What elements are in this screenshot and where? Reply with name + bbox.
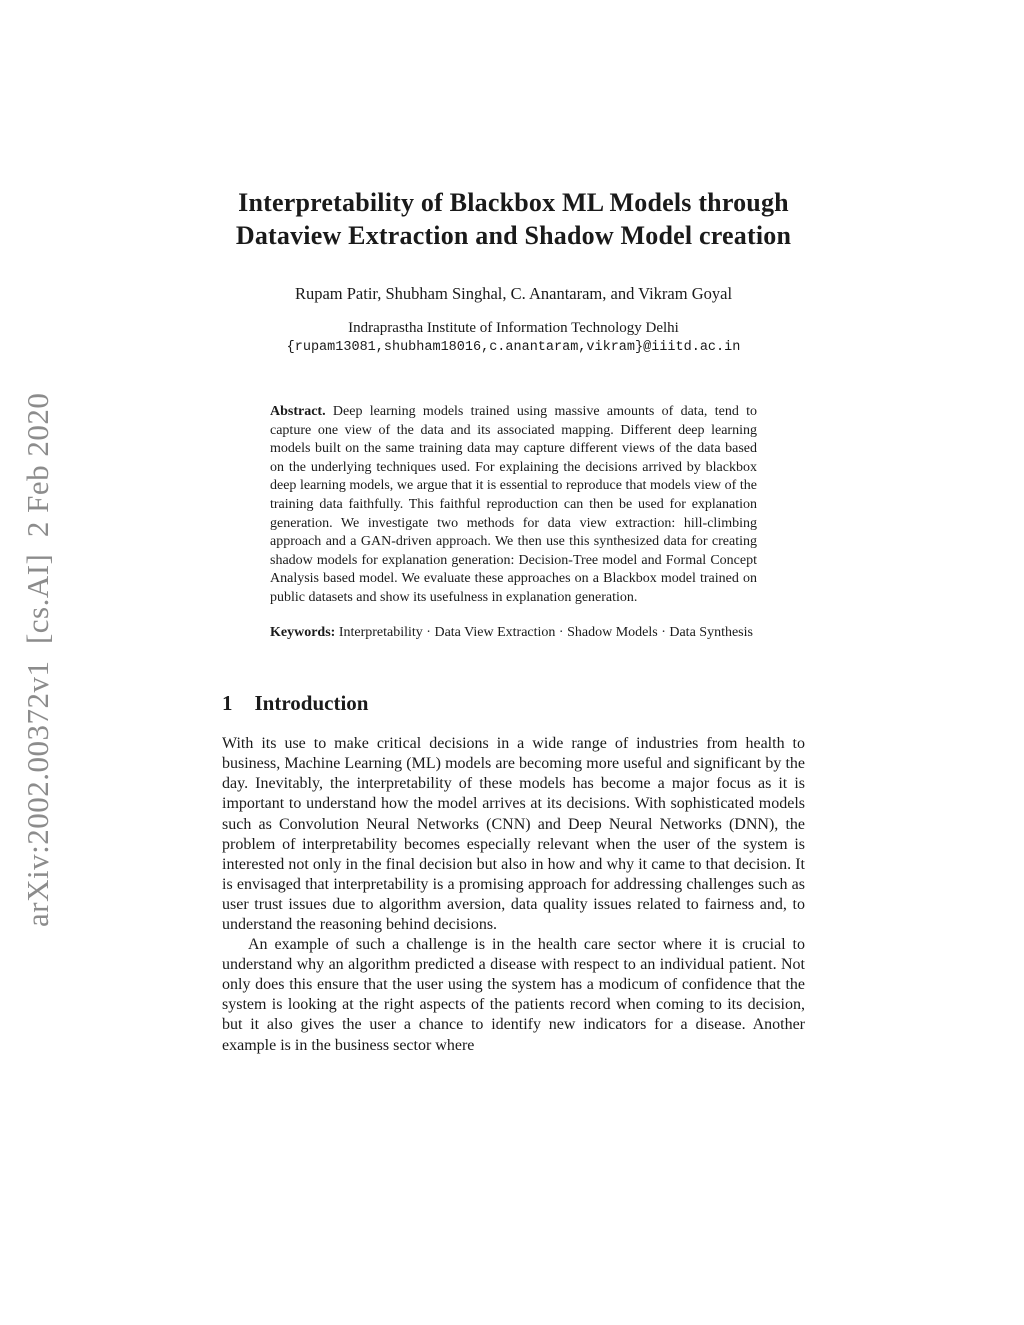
abstract — [270, 403, 757, 608]
keywords — [270, 624, 757, 643]
authors-line: Rupam Patir, Shubham Singhal, C. Anantaram, and Vikram Goyal — [294, 284, 733, 303]
abstract-text: Deep learning models trained using massive amounts of data, tend to capture one view of the data and its associated mapping. Different deep learning models built on the same training data may capture different views of the data based on the underlying techniques used. For explaining the decisions arrived by blackbox deep learning models, we argue that it is essential to reproduce that models view of the training data faithfully. This faithful reproduction can then be used for explanation generation. We investigate two methods for data view extraction: hill-climbing approach and a GAN-driven approach. We then use this synthesized data for creating shadow models for explanation generation: Decision-Tree model and Formal Concept Analysis based model. We evaluate these approaches on a Blackbox model trained on public datasets and show its usefulness in explanation generation. — [270, 404, 758, 605]
section-heading-introduction — [222, 690, 805, 716]
keywords-text: Interpretability · Data View Extraction · Shadow Models · Data Synthesis — [338, 624, 753, 640]
section-title: Introduction — [254, 691, 369, 716]
section-number: 1 — [222, 691, 233, 716]
paper-title-line1: Interpretability of Blackbox ML Models through — [238, 188, 789, 217]
intro-paragraph-2: An example of such a challenge is in the health care sector where it is crucial to understand why an algorithm predicted a disease with respect to an individual patient. Not only does this ensure that the user using the system has a modicum of confidence that the system is looking at the right aspects of the patients record when coming to its decision, but it also gives the user a chance to identify new indicators for a disease. Another example is in the business sector where — [222, 936, 805, 1054]
email-line: {rupam13081,shubham18016,c.anantaram,vikram}@iiitd.ac.in — [286, 340, 741, 355]
keywords-label: Keywords: — [270, 624, 336, 640]
paper-title — [222, 186, 805, 252]
text-column — [222, 0, 805, 1056]
intro-paragraph-1: With its use to make critical decisions in a wide range of industries from health to business, Machine Learning (ML) models are becoming more useful and significant by the day. Inevitably, the interpretability of these models has become a major focus as it is important to understand how the model arrives at its decisions. With sophisticated models such as Convolution Neural Networks (CNN) and Deep Neural Networks (DNN), the problem of interpretability becomes especially relevant when the user of the system is interested not only in the final decision but also in how and why it came to that decision. It is envisaged that interpretability is a promising approach for addressing challenges such as user trust issues due to algorithm aversion, data quality issues related to fairness and, to understand the reasoning behind decisions. — [222, 735, 805, 933]
affiliation-line: Indraprastha Institute of Information Technology Delhi — [348, 320, 679, 336]
arxiv-watermark: arXiv:2002.00372v1 [cs.AI] 2 Feb 2020 — [20, 392, 55, 928]
abstract-label: Abstract. — [270, 404, 326, 419]
paper-title-line2: Dataview Extraction and Shadow Model creation — [235, 221, 792, 250]
